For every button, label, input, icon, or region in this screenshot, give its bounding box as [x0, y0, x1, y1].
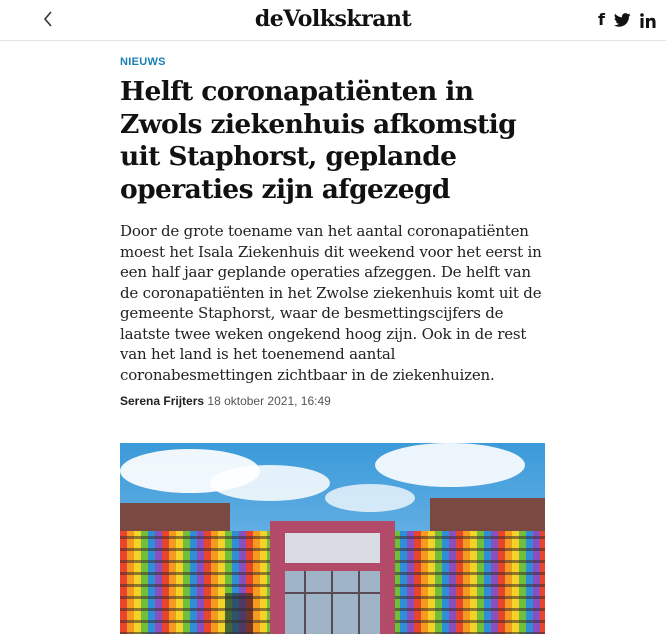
twitter-icon[interactable]: [614, 13, 631, 27]
linkedin-icon[interactable]: [640, 13, 656, 28]
brand-logo: [0, 6, 666, 32]
logo-text[interactable]: deVolkskrant: [254, 6, 412, 32]
byline: [120, 394, 331, 408]
article-headline: Helft coronapatiënten in Zwols ziekenhuis afkomstig uit Staphorst, geplande operaties zijn afgezegd: [120, 76, 517, 205]
top-bar: [0, 0, 666, 41]
publish-date: 18 oktober 2021, 16:49: [207, 394, 331, 408]
chevron-left-icon: [43, 11, 53, 27]
section-label[interactable]: NIEUWS: [120, 56, 166, 68]
article-lead: Door de grote toename van het aantal coronapatiënten moest het Isala Ziekenhuis dit weekend voor het eerst in een half jaar geplande operaties afzeggen. De helft van de coronapatiënten in het Zwolse ziekenhuis komt uit de gemeente Staphorst, waar de besmettingscijfers de laatste twee weken ongekend hoog zijn. Ook in de rest van het land is het toenemend aantal coronabesmettingen zichtbaar in de ziekenhuizen.: [120, 222, 542, 384]
article-photo[interactable]: [120, 443, 545, 634]
facebook-icon[interactable]: f: [598, 10, 605, 29]
author-name[interactable]: Serena Frijters: [120, 394, 205, 408]
social-share: [598, 9, 656, 31]
hospital-building-image: [120, 443, 545, 634]
back-button[interactable]: [38, 9, 58, 29]
